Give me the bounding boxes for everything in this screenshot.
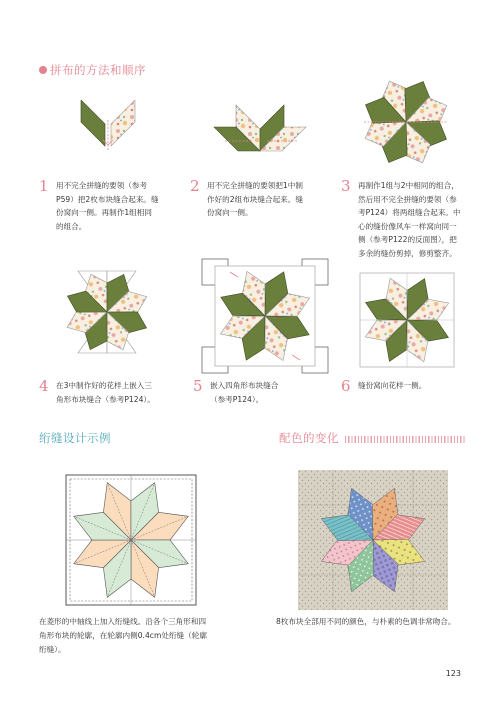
step-6 (341, 379, 481, 399)
step-6-line: 缝份窝向花样一侧。 (358, 381, 427, 390)
page-number: 123 (445, 669, 461, 678)
caption-quilting-line: 绗缝）。 (39, 645, 66, 654)
step-6-number: 6 (341, 377, 351, 395)
figure-step-4 (50, 262, 165, 362)
step-1-line: P59）把2枚布块缝合起来。缝 (56, 194, 159, 204)
figure-color-variation-photo (298, 470, 448, 610)
section-title-color-variation: 配色的变化 (279, 431, 339, 445)
caption-quilting-line: 在菱形的中轴线上加入绗缝线。沿各个三角形和四 (39, 617, 207, 626)
step-4-number: 4 (39, 377, 49, 395)
step-2-line: 份窝向一侧。 (207, 208, 253, 217)
step-3-line: 然后用不完全拼缝的要领（参 (358, 194, 457, 204)
step-4-line: 角形布块缝合（参考P124）。 (56, 394, 155, 404)
figure-step-2 (205, 103, 315, 155)
section-heading-method (39, 62, 146, 78)
step-2-line: 用不完全拼缝的要领把1中制 (207, 181, 303, 190)
bullet-dot-icon (39, 66, 47, 74)
step-3-line: 心的缝份像风车一样窝向同一 (358, 221, 457, 231)
caption-quilting-line: 角形布块的轮廓，在轮廓内侧0.4cm处绗缝（轮廓 (39, 631, 207, 640)
section-title-quilting: 绗缝设计示例 (39, 431, 111, 445)
step-3-line: 多余的缝份剪掉，修剪整齐。 (358, 248, 457, 258)
figure-step-5 (200, 257, 330, 375)
caption-color-variation: 8枚布块全部用不同的颜色，与朴素的色调非常吻合。 (276, 617, 456, 626)
step-4 (39, 379, 179, 413)
step-3-line: 考P124）将两组缝合起来。中 (358, 208, 461, 217)
step-3 (341, 179, 491, 269)
section-heading-method-text: 拼布的方法和顺序 (50, 63, 146, 77)
figure-step-6 (357, 270, 457, 370)
step-3-line: 再制作1组与2中相同的组合， (358, 181, 459, 190)
figure-quilting-design (64, 473, 198, 607)
step-1-line: 用不完全拼缝的要领（参考 (56, 181, 148, 190)
step-2 (190, 179, 330, 239)
step-5-line: 嵌入四角形布块缝合 (210, 381, 279, 390)
step-1-number: 1 (39, 177, 49, 195)
figure-step-3 (356, 66, 456, 178)
step-5-number: 5 (193, 377, 203, 395)
step-1-line: 的组合。 (56, 221, 87, 231)
figure-step-1 (73, 100, 143, 152)
step-1-line: 份窝向一侧。再制作1组相同 (56, 208, 152, 217)
step-2-number: 2 (190, 177, 200, 195)
step-5 (193, 379, 333, 413)
caption-quilting (39, 615, 254, 657)
step-5-line: （参考P124）。 (210, 394, 264, 404)
section-divider-rule (345, 436, 465, 443)
step-3-number: 3 (341, 177, 351, 195)
step-4-line: 在3中制作好的花样上嵌入三 (56, 381, 152, 390)
step-2-line: 作好的2组布块缝合起来。缝 (207, 194, 303, 204)
step-1 (39, 179, 179, 239)
step-3-line: 侧（参考P122的反面图），把 (358, 235, 457, 244)
